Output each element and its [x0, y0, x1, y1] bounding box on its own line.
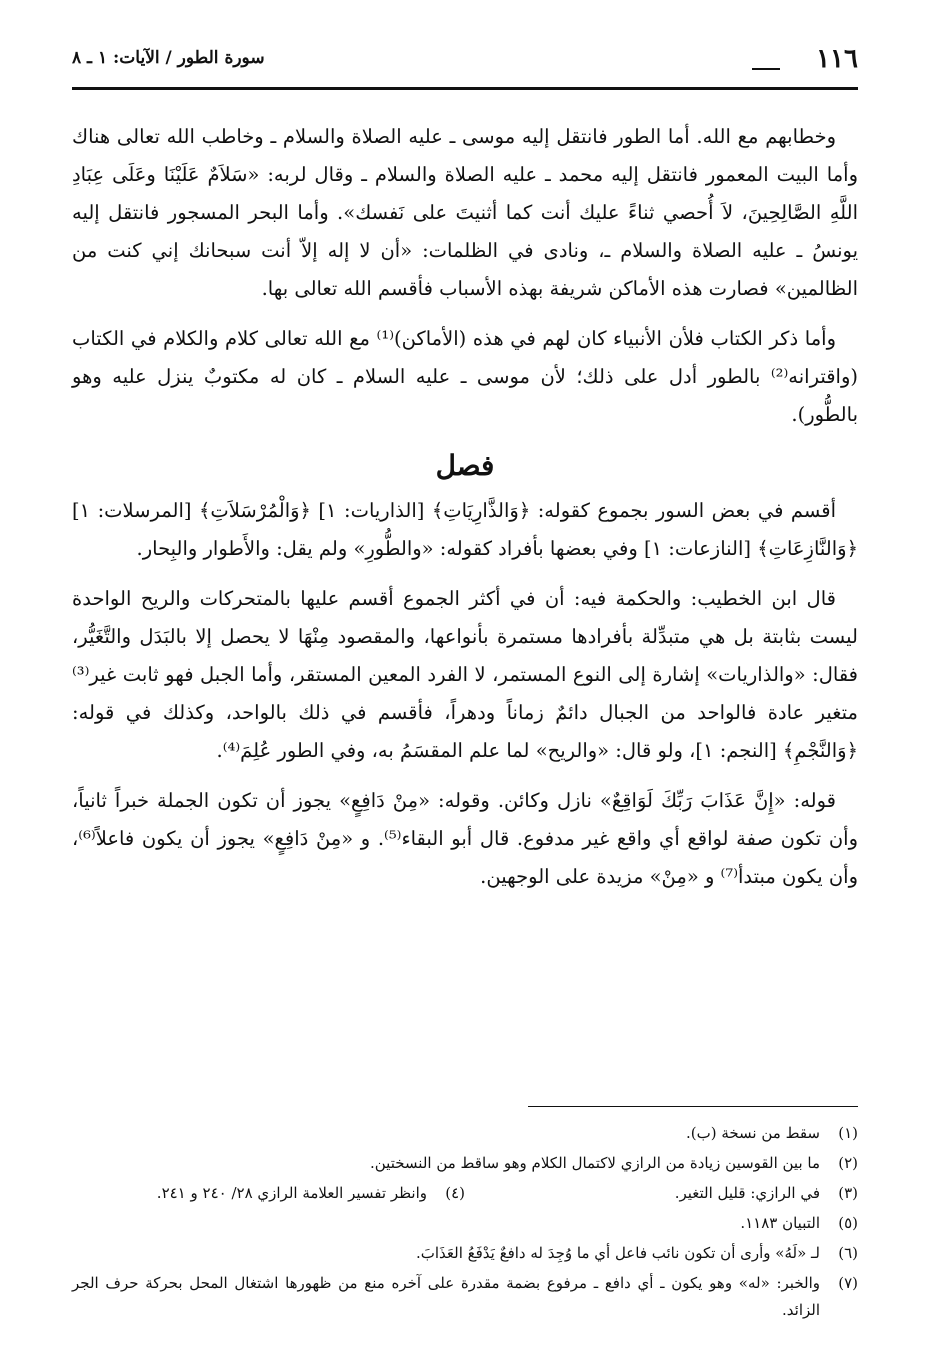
footnote-text: التبيان ١١٨٣. — [740, 1214, 820, 1232]
footnote-text: لـ «لَهُ» وأرى أن تكون نائب فاعل أي ما وُجِدَ له دافعٌ يَدْفَعُ العَذَابَ. — [415, 1244, 820, 1262]
footnote-number: (٤) — [445, 1184, 465, 1202]
footnote-number: (٣) — [838, 1184, 858, 1202]
footnote — [72, 1150, 858, 1177]
header-rule — [72, 87, 858, 90]
book-page — [72, 40, 858, 1340]
footnote — [72, 1270, 858, 1324]
footnote-number: (٧) — [838, 1274, 858, 1292]
footnote-text: والخبر: «له» وهو يكون ـ أي دافع ـ مرفوع بضمة مقدرة على آخره منع من ظهورها اشتغال المحل بحركة حرف الجر الزائد. — [72, 1274, 820, 1319]
paragraph: قوله: «إِنَّ عَذَابَ رَبِّكَ لَوَاقِعٌ» نازل وكائن. وقوله: «مِنْ دَافِعٍ» يجوز أن تكون الجملة خبراً ثانياً، وأن تكون صفة لواقع أي واقع غير مدفوع. قال أبو البقاء⁽⁵⁾. و «مِنْ دَافِعٍ» يجوز أن يكون فاعلاً⁽⁶⁾، وأن يكون مبتدأ⁽⁷⁾ و «مِنْ» مزيدة على الوجهين. — [72, 789, 859, 888]
page-header — [72, 40, 858, 84]
running-head: سورة الطور / الآيات: ١ ـ ٨ — [72, 48, 265, 68]
paragraph: وأما ذكر الكتاب فلأن الأنبياء كان لهم في هذه (الأماكن)⁽¹⁾ مع الله تعالى كلام والكلام في الكتاب (واقترانه⁽²⁾ بالطور أدل على ذلك؛ لأن موسى ـ عليه السلام ـ كان له مكتوبٌ ينزل عليه وهو بالطُّور). — [72, 327, 858, 426]
footnote — [72, 1210, 858, 1237]
header-dash — [752, 68, 780, 70]
paragraph: أقسم في بعض السور بجموع كقوله: ﴿وَالذَّارِيَاتِ﴾ [الذاريات: ١] ﴿وَالْمُرْسَلاَتِ﴾ [المرسلات: ١] ﴿وَالنَّازِعَاتِ﴾ [النازعات: ١] وفي بعضها بأفراد كقوله: «والطُّورِ» ولم يقل: والأَطوار والبِحار. — [72, 499, 858, 560]
footnote-separator — [528, 1106, 858, 1107]
footnote-text: سقط من نسخة (ب). — [685, 1124, 820, 1142]
footnotes — [72, 1120, 858, 1327]
footnote-number: (٢) — [838, 1154, 858, 1172]
main-text — [72, 118, 858, 908]
paragraph: وخطابهم مع الله. أما الطور فانتقل إليه موسى ـ عليه الصلاة والسلام ـ وخاطب الله تعالى هناك وأما البيت المعمور فانتقل إليه محمد ـ عليه الصلاة والسلام ـ وقال لربه: «سَلاَمٌ عَلَيْنَا وعَلَى عِبَادِ اللَّهِ الصَّالِحِينَ، لاَ أُحصي ثناءً عليك أنت كما أثنيتَ على نَفسك». وأما البحر المسجور فانتقل إليه يونسُ ـ عليه الصلاة والسلام ـ، ونادى في الظلمات: «أن لا إله إلاّ أنت سبحانك إني كنت من الظالمين» فصارت هذه الأماكن شريفة بهذه الأسباب فأقسم الله تعالى بها. — [72, 125, 858, 300]
footnote-pair — [72, 1180, 858, 1207]
footnote — [72, 1120, 858, 1147]
paragraph: قال ابن الخطيب: والحكمة فيه: أن في أكثر الجموع أقسم عليها بالمتحركات والريح الواحدة ليست بثابتة بل هي متبدِّلة بأفرادها مستمرة بأنواعها، والمقصود مِنْهَا لا يحصل إلا بالبَدَل والتَّغَيُّر، فقال: «والذاريات» إشارة إلى النوع المستمر، لا الفرد المعين المستقر، وأما الجبل فهو ثابت غير⁽³⁾ متغير عادة فالواحد من الجبال دائمٌ زماناً ودهراً، فأقسم في ذلك بالواحد، وكذلك في قوله: ﴿وَالنَّجْمِ﴾ [النجم: ١]، ولو قال: «والريح» لما علم المقسَمُ به، وفي الطور عُلِمَ⁽⁴⁾. — [72, 587, 858, 762]
page-number: ١١٦ — [816, 44, 858, 74]
footnote-number: (١) — [838, 1124, 858, 1142]
section-title: فصل — [435, 449, 495, 482]
footnote-text: في الرازي: قليل التغير. — [674, 1184, 820, 1202]
footnote-number: (٦) — [838, 1244, 858, 1262]
footnote-text: ما بين القوسين زيادة من الرازي لاكتمال الكلام وهو ساقط من النسختين. — [370, 1154, 820, 1172]
footnote-number: (٥) — [838, 1214, 858, 1232]
footnote — [72, 1240, 858, 1267]
footnote-text: وانظر تفسير العلامة الرازي ٢٨/ ٢٤٠ و ٢٤١. — [156, 1184, 427, 1202]
